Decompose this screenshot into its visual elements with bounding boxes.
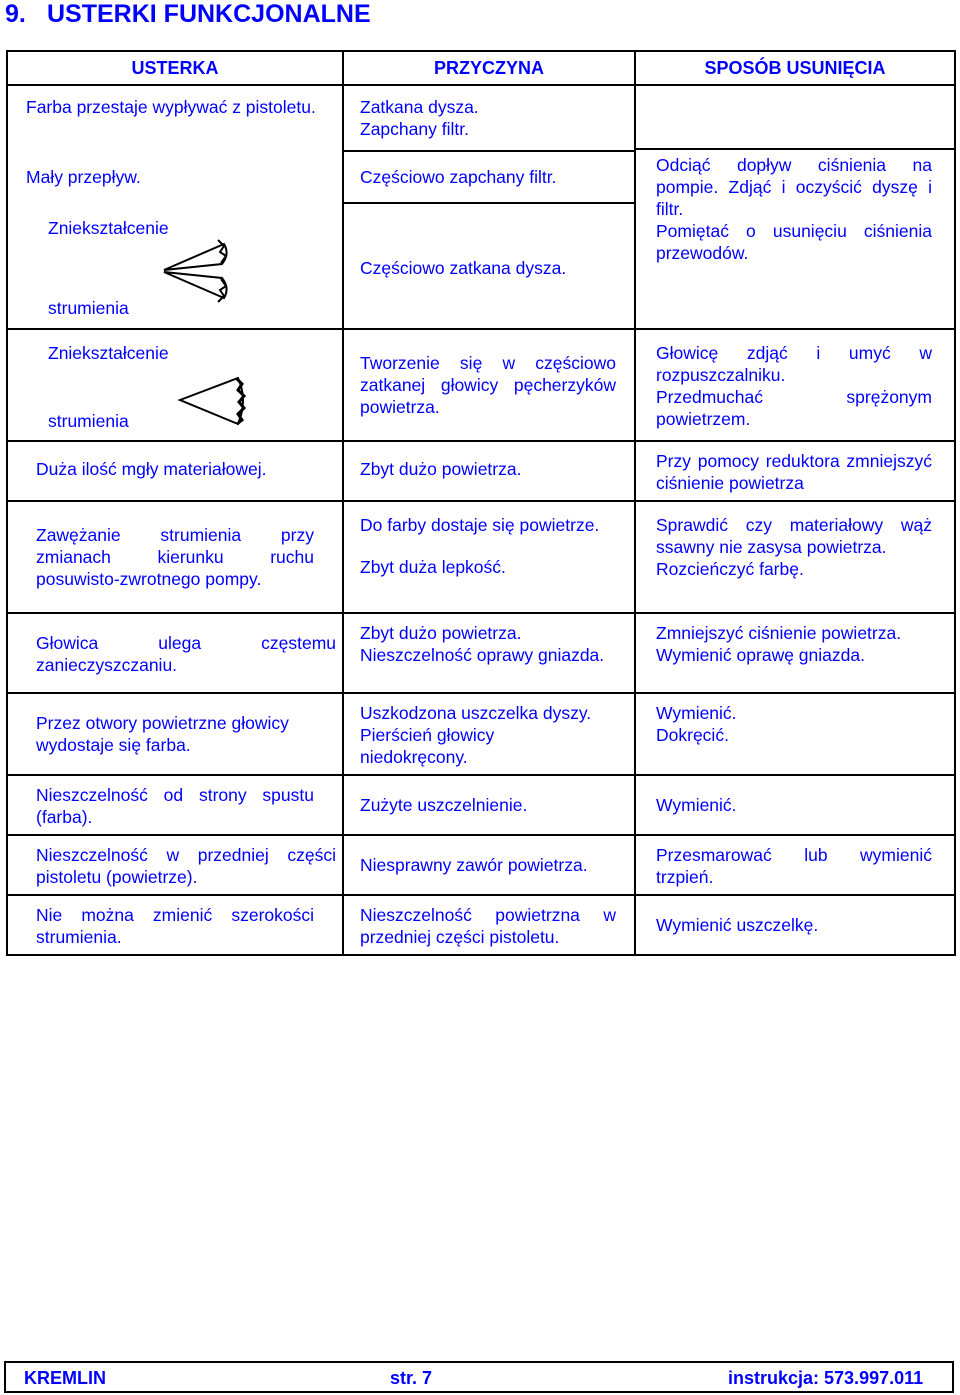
table-row: [7, 613, 955, 693]
cell-usterka: [7, 895, 343, 955]
remedy-text: Przesmarować lub wymienić trzpień.: [656, 845, 932, 887]
cell-usterka: [7, 501, 343, 613]
cell-sposob: [635, 835, 955, 895]
split-spray-pattern-icon: [160, 236, 234, 306]
remedy-text: Przy pomocy reduktora zmniejszyć ciśnienie powietrza: [656, 451, 932, 493]
cell-przyczyna: [343, 895, 635, 955]
cell-przyczyna: [343, 835, 635, 895]
remedy-text: Wymienić uszczelkę.: [656, 915, 819, 935]
section-number: 9.: [5, 0, 26, 28]
cause-text: Niesprawny zawór powietrza.: [360, 855, 588, 875]
cause-text: Nieszczelność oprawy gniazda.: [360, 645, 605, 665]
cause-text: Zbyt duża lepkość.: [360, 557, 506, 577]
cause-text: Częściowo zatkana dysza.: [360, 258, 567, 278]
cell-przyczyna: [343, 441, 635, 501]
fault-text: strumienia: [48, 411, 129, 431]
remedy-text: Przedmuchać sprężonym powietrzem.: [656, 387, 932, 429]
cell-sposob: [635, 693, 955, 775]
cell-przyczyna: [343, 613, 635, 693]
cell-usterka: [7, 613, 343, 693]
remedy-text: Sprawdić czy materiałowy wąż ssawny nie zasysa powietrza.: [656, 515, 932, 557]
remedy-text: Odciąć dopływ ciśnienia na pompie. Zdjąć i oczyścić dyszę i filtr.: [656, 155, 932, 219]
remedy-text: Dokręcić.: [656, 725, 729, 745]
cause-text: Zużyte uszczelnienie.: [360, 795, 528, 815]
cell-usterka: [7, 329, 343, 441]
footer-instruction-number: instrukcja: 573.997.011: [728, 1368, 924, 1388]
cell-przyczyna: [343, 501, 635, 613]
cell-sposob: [635, 775, 955, 835]
remedy-text: Pomiętać o usunięciu ciśnienia przewodów.: [656, 221, 932, 263]
cell-sposob: [635, 85, 955, 329]
fault-text: Zniekształcenie: [48, 218, 169, 238]
fault-text: Zawężanie strumienia przy zmianach kierunku ruchu posuwisto-zwrotnego pompy.: [36, 525, 314, 589]
fault-text: Mały przepływ.: [26, 167, 141, 187]
cause-text: Tworzenie się w częściowo zatkanej głowicy pęcherzyków powietrza.: [360, 353, 616, 417]
column-header-sposob: SPOSÓB USUNIĘCIA: [635, 51, 955, 85]
cause-text: Częściowo zapchany filtr.: [360, 167, 557, 187]
fault-text: Nie można zmienić szerokości strumienia.: [36, 905, 314, 947]
cause-text: Nieszczelność powietrzna w przedniej części pistoletu.: [360, 905, 616, 947]
table-row: [7, 693, 955, 775]
cell-usterka: [7, 693, 343, 775]
cell-przyczyna: [343, 775, 635, 835]
cell-sposob: [635, 613, 955, 693]
fan-spray-pattern-icon: [176, 374, 252, 428]
column-header-przyczyna: PRZYCZYNA: [343, 51, 635, 85]
table-row: [7, 775, 955, 835]
table-header-row: [7, 51, 955, 85]
table-row: [7, 85, 955, 329]
cell-usterka: [7, 835, 343, 895]
cell-sposob: [635, 329, 955, 441]
cause-text: Do farby dostaje się powietrze.: [360, 515, 600, 535]
page-heading: [5, 0, 371, 28]
cell-przyczyna: [343, 693, 635, 775]
section-title: USTERKI FUNKCJONALNE: [47, 0, 371, 28]
table-row: [7, 329, 955, 441]
fault-text: Nieszczelność w przedniej części pistoletu (powietrze).: [36, 845, 336, 887]
cell-przyczyna: [343, 329, 635, 441]
remedy-text: Głowicę zdjąć i umyć w rozpuszczalniku.: [656, 343, 932, 385]
column-header-usterka: USTERKA: [7, 51, 343, 85]
page-footer: [4, 1361, 954, 1393]
fault-text: Duża ilość mgły materiałowej.: [36, 459, 267, 479]
cell-usterka: [7, 85, 343, 329]
cause-text: Zapchany filtr.: [360, 119, 469, 139]
cell-sposob: [635, 441, 955, 501]
cause-text: Zatkana dysza.: [360, 97, 479, 117]
footer-brand: KREMLIN: [24, 1368, 106, 1388]
cell-sposob: [635, 501, 955, 613]
fault-text: Zniekształcenie: [48, 343, 169, 363]
table-row: [7, 895, 955, 955]
troubleshooting-table: [6, 50, 956, 956]
cause-text: Pierścień głowicy niedokręcony.: [360, 725, 495, 767]
fault-text: Farba przestaje wypływać z pistoletu.: [26, 97, 316, 117]
remedy-text: Wymienić oprawę gniazda.: [656, 645, 865, 665]
footer-page-number: str. 7: [390, 1368, 433, 1388]
cell-sposob: [635, 895, 955, 955]
cause-text: Uszkodzona uszczelka dyszy.: [360, 703, 592, 723]
cell-usterka: [7, 441, 343, 501]
remedy-text: Wymienić.: [656, 703, 737, 723]
cell-usterka: [7, 775, 343, 835]
cell-przyczyna: [343, 85, 635, 329]
remedy-text: Wymienić.: [656, 795, 737, 815]
table-row: [7, 441, 955, 501]
cause-text: Zbyt dużo powietrza.: [360, 623, 522, 643]
cause-text: Zbyt dużo powietrza.: [360, 459, 522, 479]
remedy-text: Rozcieńczyć farbę.: [656, 559, 804, 579]
fault-text: Głowica ulega częstemu zanieczyszczaniu.: [36, 633, 336, 675]
remedy-text: Zmniejszyć ciśnienie powietrza.: [656, 623, 902, 643]
fault-text: Przez otwory powietrzne głowicy wydostaje się farba.: [36, 713, 289, 755]
fault-text: Nieszczelność od strony spustu (farba).: [36, 785, 314, 827]
table-row: [7, 501, 955, 613]
fault-text: strumienia: [48, 298, 129, 318]
table-row: [7, 835, 955, 895]
